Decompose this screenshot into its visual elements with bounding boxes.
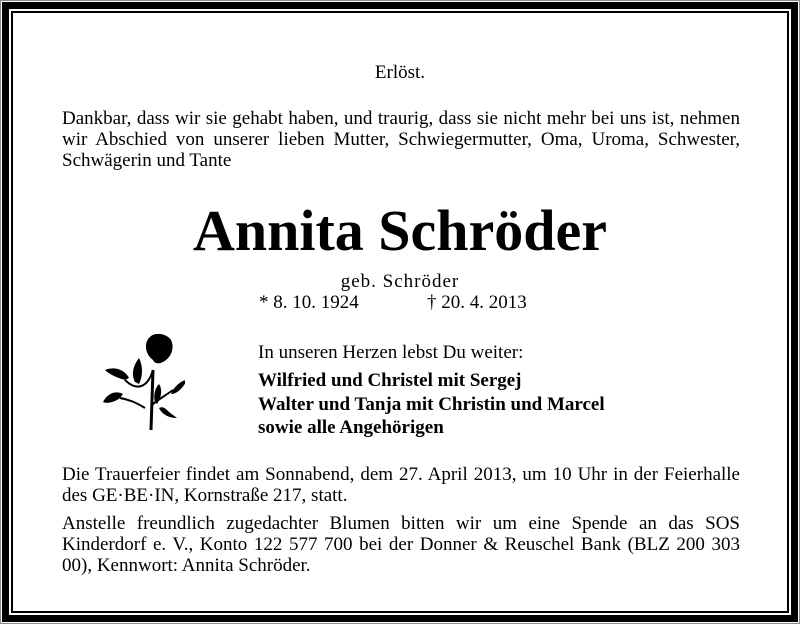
deceased-name: Annita Schröder <box>192 198 608 263</box>
relief-heading: Erlöst. <box>374 62 426 83</box>
mourner-line: Wilfried und Christel mit Sergej <box>258 370 522 391</box>
birth-date: * 8. 10. 1924 <box>259 292 359 313</box>
donation-text: Anstelle freundlich zugedachter Blumen bitten wir um eine Spende an das SOS Kinderdorf e. V., Konto 122 577 700 bei der Donner & Reuschel Bank (BLZ 200 303 00), Kennwort: Annita Schröder. <box>62 513 740 576</box>
mourner-line: Walter und Tanja mit Christin und Marcel <box>258 394 605 415</box>
mourner-line: sowie alle Angehörigen <box>258 417 444 438</box>
intro-text: Dankbar, dass wir sie gehabt haben, und traurig, dass sie nicht mehr bei uns ist, nehmen wir Abschied von unserer lieben Mutter, Schwiegermutter, Oma, Uroma, Schwester, Schwägerin und Tante <box>62 108 740 171</box>
rose-icon <box>95 330 185 430</box>
maiden-name: geb. Schröder <box>340 271 460 292</box>
motto: In unseren Herzen lebst Du weiter: <box>258 342 524 363</box>
death-date: † 20. 4. 2013 <box>427 292 527 313</box>
ceremony-text: Die Trauerfeier findet am Sonnabend, dem 27. April 2013, um 10 Uhr in der Feierhalle des GE·BE·IN, Kornstraße 217, statt. <box>62 464 740 506</box>
